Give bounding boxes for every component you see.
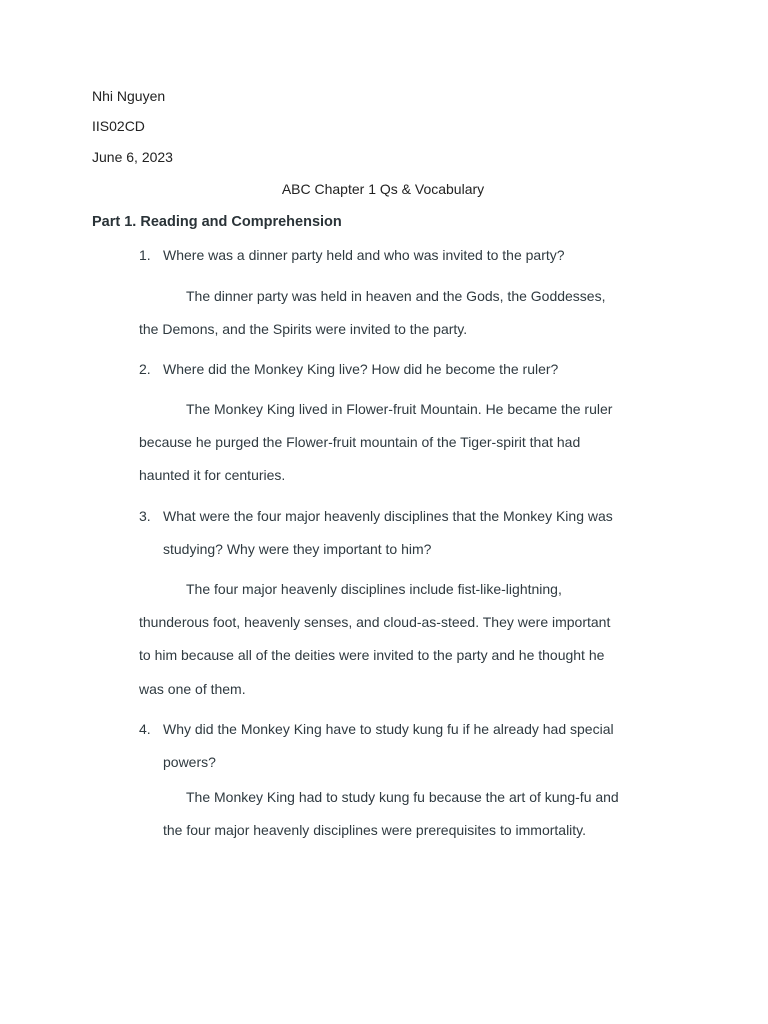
question-text: What were the four major heavenly disciplines that the Monkey King was [163,508,613,524]
answer-text: to him because all of the deities were invited to the party and he thought he [139,647,605,663]
answer-text: thunderous foot, heavenly senses, and cloud-as-steed. They were important [139,614,611,630]
answer-text: The Monkey King had to study kung fu because the art of kung-fu and [186,789,619,805]
answer-text: was one of them. [139,681,246,697]
answer-text: haunted it for centuries. [139,467,286,483]
course-code: IIS02CD [92,118,145,134]
section-heading: Part 1. Reading and Comprehension [92,214,342,230]
question-number: 1. [139,247,151,263]
page-title: ABC Chapter 1 Qs & Vocabulary [281,181,485,197]
question-text: Where was a dinner party held and who was invited to the party? [163,247,565,263]
answer-text: The dinner party was held in heaven and the Gods, the Goddesses, [186,288,606,304]
question-text: powers? [163,754,216,770]
answer-text: The four major heavenly disciplines include fist-like-lightning, [186,581,562,597]
answer-text: The Monkey King lived in Flower-fruit Mountain. He became the ruler [186,401,613,417]
author-name: Nhi Nguyen [92,88,166,104]
answer-text: the Demons, and the Spirits were invited to the party. [139,321,468,337]
question-text: studying? Why were they important to him? [163,541,432,557]
question-number: 3. [139,508,151,524]
answer-text: the four major heavenly disciplines were prerequisites to immortality. [163,822,587,838]
question-number: 4. [139,721,151,737]
question-number: 2. [139,361,151,377]
question-text: Where did the Monkey King live? How did he become the ruler? [163,361,559,377]
answer-text: because he purged the Flower-fruit mountain of the Tiger-spirit that had [139,434,581,450]
document-date: June 6, 2023 [92,149,173,165]
question-text: Why did the Monkey King have to study kung fu if he already had special [163,721,614,737]
